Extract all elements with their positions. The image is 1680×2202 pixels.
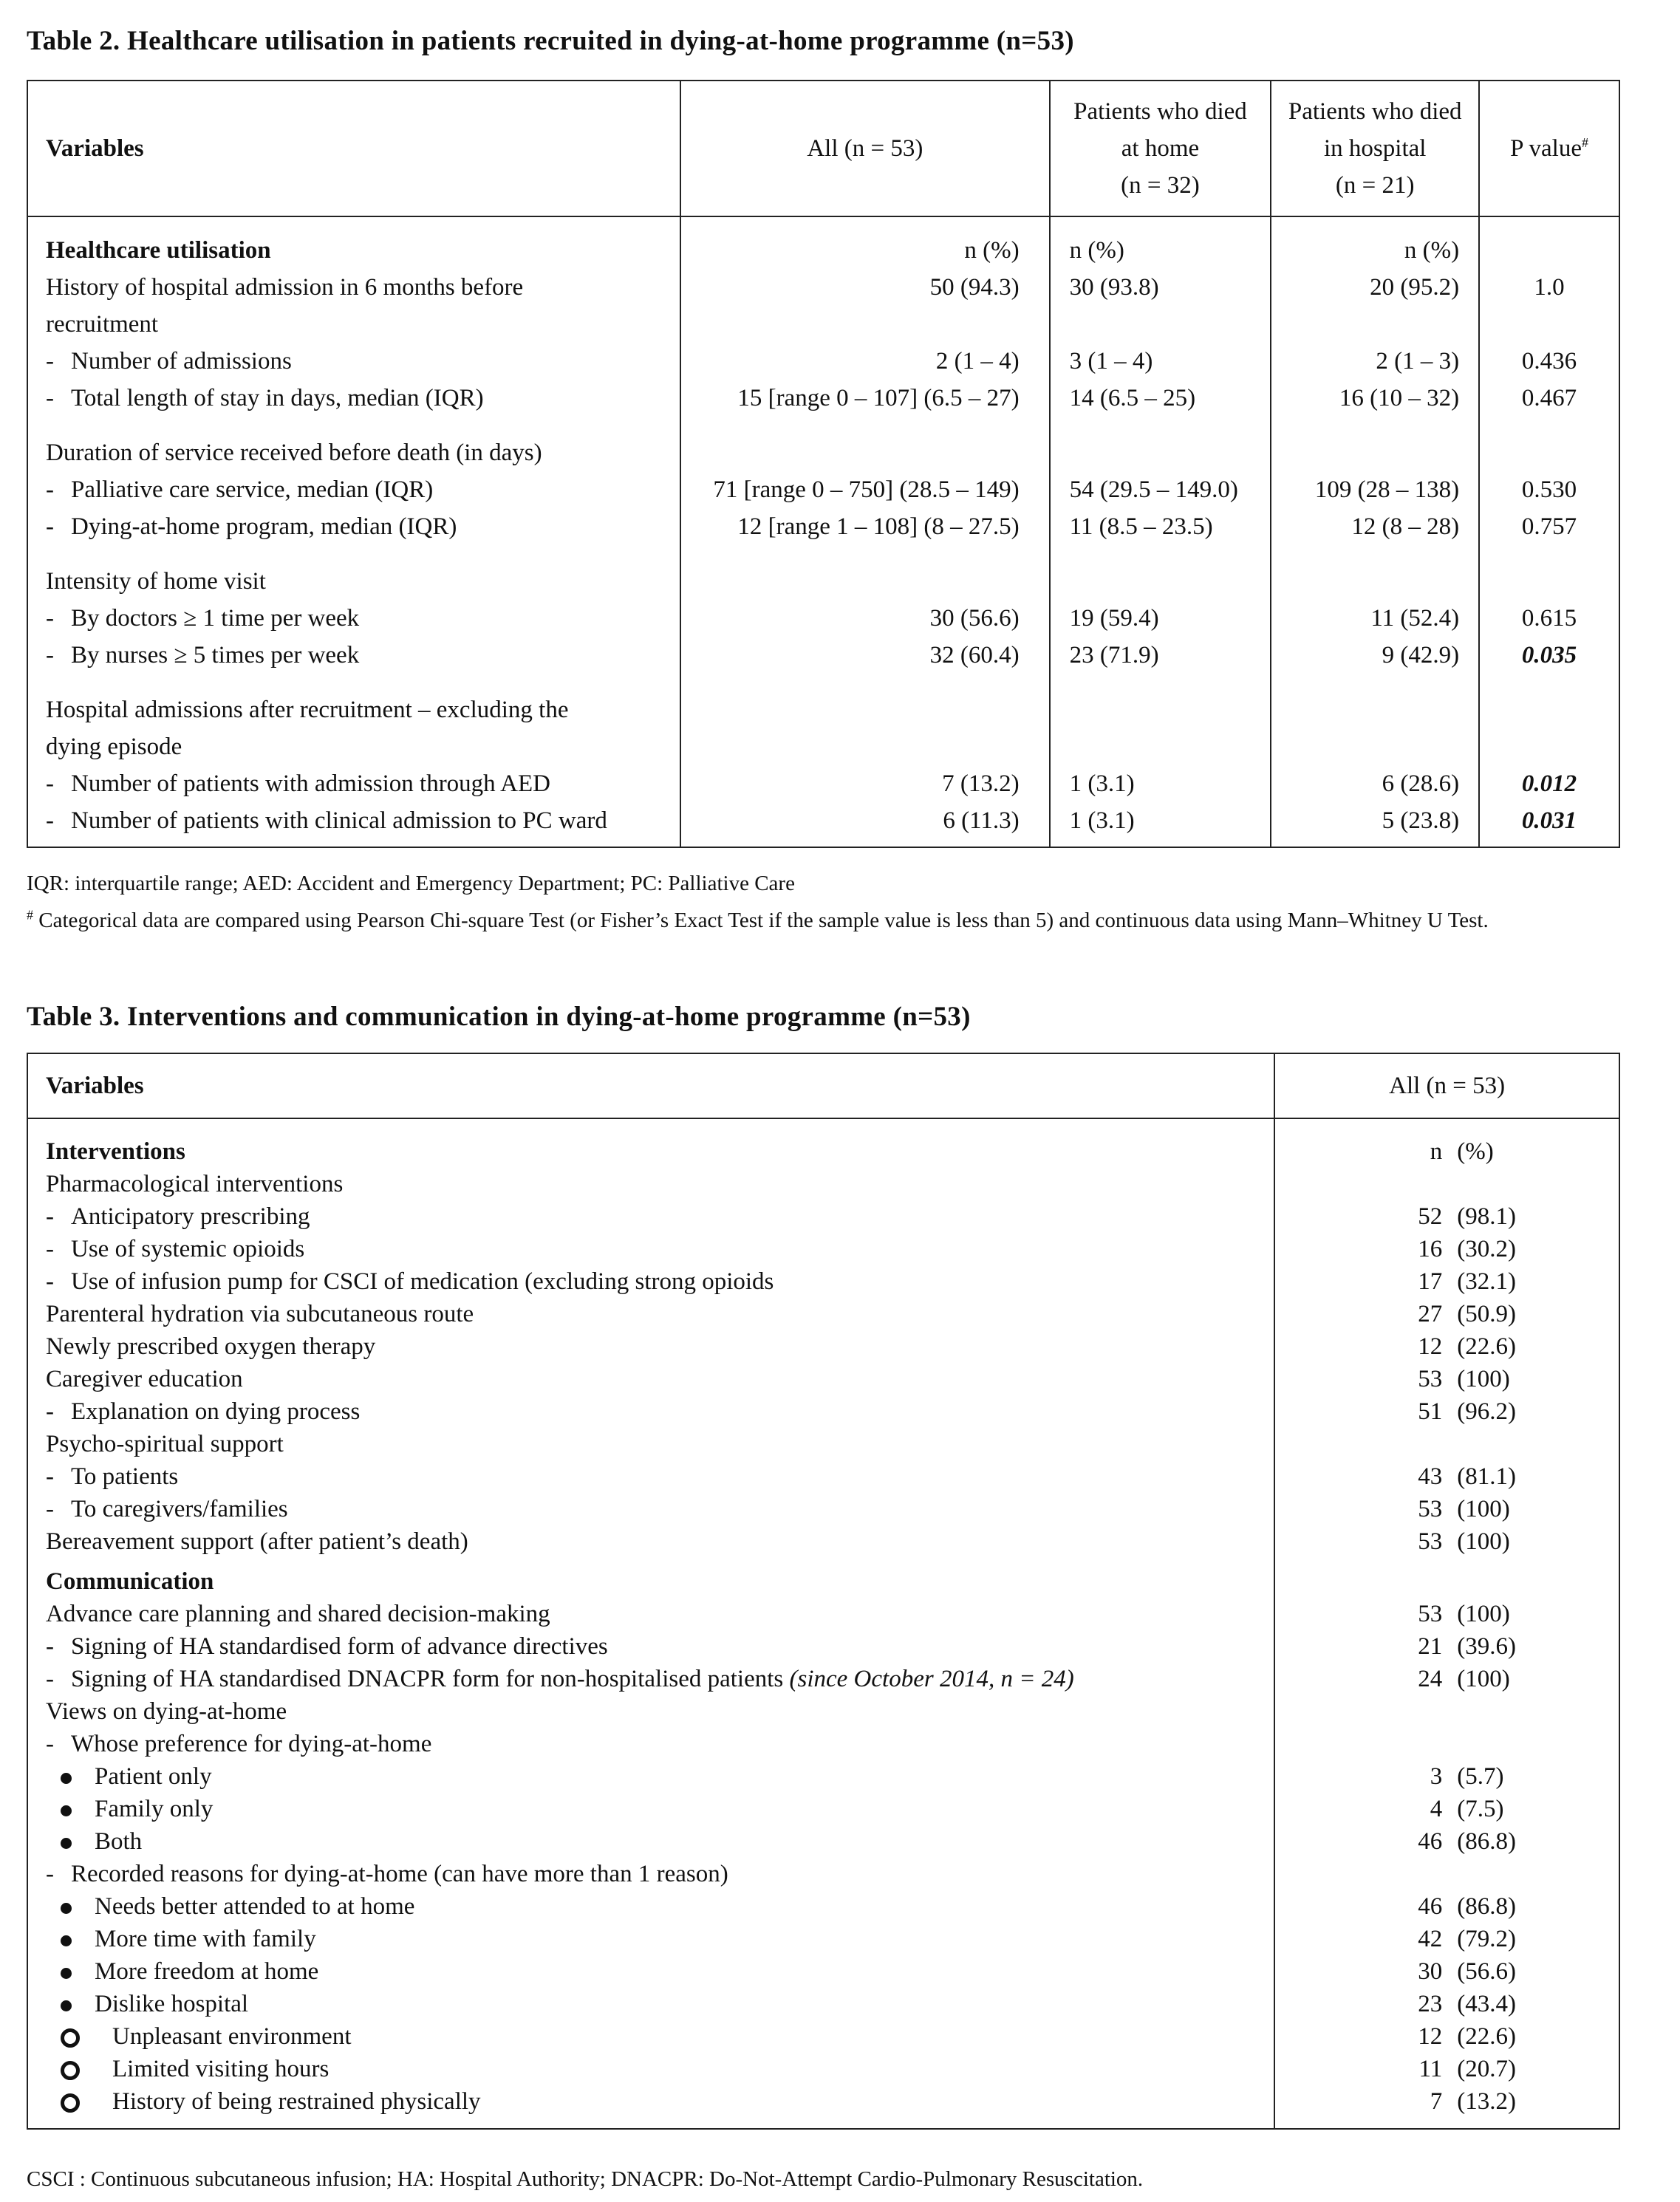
row-label: History of hospital admission in 6 months before: [27, 269, 680, 306]
cell-value: 53 (100): [1274, 1525, 1619, 1558]
cell-home: 1 (3.1): [1050, 765, 1271, 802]
table-row: [27, 1233, 1619, 1265]
row-label: Views on dying-at-home: [46, 1698, 287, 1725]
cell-all: 30 (56.6): [680, 600, 1050, 637]
table3-caption: Table 3. Interventions and communication in dying-at-home programme (n=53): [27, 1002, 971, 1032]
row-label: - Total length of stay in days, median (IQR): [27, 380, 680, 417]
table-row: [27, 1200, 1619, 1233]
header-hosp-line1: Patients who died: [1288, 98, 1462, 125]
table-row: [27, 728, 1619, 765]
cell-all: 6 (11.3): [680, 802, 1050, 847]
cell-p-significant: 0.012: [1479, 765, 1619, 802]
table2-statistics-note: [27, 905, 1622, 936]
table-row: [27, 1118, 1619, 1168]
cell-hosp: 109 (28 – 138): [1271, 471, 1479, 508]
cell-value: 21 (39.6): [1274, 1630, 1619, 1663]
table-row: [27, 1955, 1619, 1988]
row-label: - Signing of HA standardised DNACPR form for non-hospitalised patients (since October 2014, n = 24): [46, 1666, 1074, 1692]
cell-value: 46 (86.8): [1274, 1890, 1619, 1923]
table-row: [27, 802, 1619, 847]
row-label: Psycho-spiritual support: [46, 1431, 284, 1457]
table-row: [27, 471, 1619, 508]
cell-value: 53 (100): [1274, 1363, 1619, 1395]
header-home-line3: (n = 32): [1121, 172, 1200, 199]
header-all: All (n = 53): [680, 81, 1050, 216]
cell-home: 1 (3.1): [1050, 802, 1271, 847]
row-label: dying episode: [27, 728, 680, 765]
table-row: [27, 1525, 1619, 1558]
cell-home: n (%): [1050, 216, 1271, 269]
table2-header-row: [27, 81, 1619, 216]
table-row: [27, 1728, 1619, 1760]
row-label: Parenteral hydration via subcutaneous route: [46, 1301, 474, 1327]
cell-p: [1479, 216, 1619, 269]
cell-hosp: 12 (8 – 28): [1271, 508, 1479, 545]
row-label: - Use of infusion pump for CSCI of medication (excluding strong opioids: [46, 1268, 774, 1295]
row-label: - Number of admissions: [27, 343, 680, 380]
row-label: Needs better attended to at home: [27, 1890, 1274, 1923]
cell-home: 11 (8.5 – 23.5): [1050, 508, 1271, 545]
row-label: - Signing of HA standardised form of advance directives: [46, 1633, 608, 1660]
table-row: [27, 600, 1619, 637]
header-hosp-line2: in hospital: [1324, 135, 1427, 162]
bullet-icon: [61, 1773, 72, 1784]
bullet-icon: [61, 1838, 72, 1849]
header-pvalue: [1479, 81, 1619, 216]
row-label: - To patients: [46, 1463, 179, 1490]
table-row: [27, 269, 1619, 306]
cell-hosp: 20 (95.2): [1271, 269, 1479, 306]
table3: [27, 1053, 1620, 2130]
cell-hosp: 9 (42.9): [1271, 637, 1479, 674]
cell-value: 17 (32.1): [1274, 1265, 1619, 1298]
table-row: [27, 563, 1619, 600]
header-variables: Variables: [27, 81, 680, 216]
row-label: Both: [27, 1825, 1274, 1858]
cell-p: 0.615: [1479, 600, 1619, 637]
cell-value: 53 (100): [1274, 1598, 1619, 1630]
table-row: [27, 1760, 1619, 1793]
cell-all: 12 [range 1 – 108] (8 – 27.5): [680, 508, 1050, 545]
row-label: Dislike hospital: [27, 1988, 1274, 2020]
row-label: - Dying-at-home program, median (IQR): [27, 508, 680, 545]
table-row: [27, 765, 1619, 802]
row-label: recruitment: [27, 306, 680, 343]
table-row: [27, 508, 1619, 545]
table-row: [27, 1265, 1619, 1298]
row-label: - By nurses ≥ 5 times per week: [27, 637, 680, 674]
cell-all: 32 (60.4): [680, 637, 1050, 674]
cell-p: 0.530: [1479, 471, 1619, 508]
cell-home: 30 (93.8): [1050, 269, 1271, 306]
table-row: [27, 1663, 1619, 1695]
row-label: More freedom at home: [27, 1955, 1274, 1988]
row-label: Newly prescribed oxygen therapy: [46, 1333, 376, 1360]
section-label: Healthcare utilisation: [27, 216, 680, 269]
header-all: All (n = 53): [1274, 1053, 1619, 1118]
row-label: Pharmacological interventions: [46, 1171, 344, 1197]
cell-value: 27 (50.9): [1274, 1298, 1619, 1330]
table-row: [27, 2020, 1619, 2053]
table-row: [27, 1363, 1619, 1395]
cell-hosp: 5 (23.8): [1271, 802, 1479, 847]
cell-value: n (%): [1274, 1118, 1619, 1168]
table2: [27, 80, 1620, 848]
row-label: Intensity of home visit: [27, 563, 680, 600]
cell-p: 0.757: [1479, 508, 1619, 545]
cell-home: 14 (6.5 – 25): [1050, 380, 1271, 417]
table3-abbreviations-note: CSCI : Continuous subcutaneous infusion; HA: Hospital Authority; DNACPR: Do-Not-Attempt Cardio-Pulmonary Resuscitation.: [27, 2167, 1144, 2191]
row-label: Unpleasant environment: [27, 2020, 1274, 2053]
row-label: Patient only: [27, 1760, 1274, 1793]
row-label: - Use of systemic opioids: [46, 1236, 305, 1262]
cell-value: 11 (20.7): [1274, 2053, 1619, 2085]
table-row: [27, 380, 1619, 417]
cell-value: 7 (13.2): [1274, 2085, 1619, 2129]
row-label: Caregiver education: [46, 1366, 243, 1392]
table-row: [27, 1168, 1619, 1200]
table-row: [27, 1988, 1619, 2020]
cell-hosp: n (%): [1271, 216, 1479, 269]
cell-value: 46 (86.8): [1274, 1825, 1619, 1858]
table-row: [27, 1460, 1619, 1493]
bullet-icon: [61, 1805, 72, 1816]
row-label: Limited visiting hours: [27, 2053, 1274, 2085]
bullet-icon: [61, 2000, 72, 2011]
table-row: [27, 1923, 1619, 1955]
cell-p: 0.436: [1479, 343, 1619, 380]
table-row: [27, 216, 1619, 269]
cell-value: 51 (96.2): [1274, 1395, 1619, 1428]
cell-home: 19 (59.4): [1050, 600, 1271, 637]
cell-hosp: 16 (10 – 32): [1271, 380, 1479, 417]
bullet-icon: [61, 1903, 72, 1914]
table-row: [27, 1395, 1619, 1428]
table-row: [27, 1858, 1619, 1890]
cell-p-significant: 0.035: [1479, 637, 1619, 674]
row-label-italic: (since October 2014, n = 24): [789, 1666, 1074, 1692]
cell-value: 23 (43.4): [1274, 1988, 1619, 2020]
table-row: [27, 1298, 1619, 1330]
cell-all: 2 (1 – 4): [680, 343, 1050, 380]
table-row: [27, 1330, 1619, 1363]
cell-value: 42 (79.2): [1274, 1923, 1619, 1955]
cell-value: 16 (30.2): [1274, 1233, 1619, 1265]
row-label: - Palliative care service, median (IQR): [27, 471, 680, 508]
cell-value: 12 (22.6): [1274, 1330, 1619, 1363]
circle-bullet-icon: [61, 2028, 80, 2048]
table-row: [27, 2085, 1619, 2129]
note-text: Categorical data are compared using Pearson Chi-square Test (or Fisher’s Exact Test if the sample value is less than 5) and continuous data using Mann–Whitney U Test.: [38, 909, 1489, 932]
header-died-in-hospital: [1271, 81, 1479, 216]
header-variables: Variables: [27, 1053, 1274, 1118]
table3-header-row: [27, 1053, 1619, 1118]
cell-p: 0.467: [1479, 380, 1619, 417]
cell-value: 53 (100): [1274, 1493, 1619, 1525]
cell-all: 7 (13.2): [680, 765, 1050, 802]
cell-value: 43 (81.1): [1274, 1460, 1619, 1493]
header-died-at-home: [1050, 81, 1271, 216]
cell-all: 71 [range 0 – 750] (28.5 – 149): [680, 471, 1050, 508]
header-pvalue-text: P value: [1510, 135, 1582, 162]
row-label: Bereavement support (after patient’s death): [46, 1528, 468, 1555]
row-label: - Recorded reasons for dying-at-home (can have more than 1 reason): [46, 1861, 728, 1887]
table2-caption: Table 2. Healthcare utilisation in patients recruited in dying-at-home programme (n=53): [27, 26, 1074, 56]
row-label: History of being restrained physically: [27, 2085, 1274, 2129]
row-label: Duration of service received before death (in days): [27, 434, 680, 471]
row-label: Advance care planning and shared decision-making: [46, 1601, 550, 1627]
table-row: [27, 1793, 1619, 1825]
row-label: - Whose preference for dying-at-home: [46, 1731, 432, 1757]
circle-bullet-icon: [61, 2061, 80, 2080]
cell-all: n (%): [680, 216, 1050, 269]
table-row: [27, 434, 1619, 471]
table-row: [27, 691, 1619, 728]
header-pvalue-sup: #: [1581, 135, 1588, 150]
cell-value: 4 (7.5): [1274, 1793, 1619, 1825]
section-label: Communication: [46, 1568, 214, 1595]
table-row: [27, 1630, 1619, 1663]
table-row: [27, 1825, 1619, 1858]
circle-bullet-icon: [61, 2093, 80, 2113]
cell-all: 50 (94.3): [680, 269, 1050, 306]
cell-home: 3 (1 – 4): [1050, 343, 1271, 380]
note-sup: #: [27, 907, 33, 923]
row-label: - To caregivers/families: [46, 1496, 288, 1522]
table-row: [27, 1598, 1619, 1630]
row-label: - Number of patients with admission through AED: [27, 765, 680, 802]
cell-home: 23 (71.9): [1050, 637, 1271, 674]
cell-p: 1.0: [1479, 269, 1619, 306]
row-label: - By doctors ≥ 1 time per week: [27, 600, 680, 637]
cell-value: 3 (5.7): [1274, 1760, 1619, 1793]
header-home-line2: at home: [1121, 135, 1200, 162]
table-row: [27, 2053, 1619, 2085]
row-label: - Explanation on dying process: [46, 1398, 361, 1425]
bullet-icon: [61, 1968, 72, 1979]
header-hosp-line3: (n = 21): [1335, 172, 1415, 199]
row-label: More time with family: [27, 1923, 1274, 1955]
table-row: [27, 1695, 1619, 1728]
header-home-line1: Patients who died: [1073, 98, 1247, 125]
cell-all: 15 [range 0 – 107] (6.5 – 27): [680, 380, 1050, 417]
table-row: [27, 1890, 1619, 1923]
section-label: Interventions: [46, 1138, 185, 1165]
cell-value: 24 (100): [1274, 1663, 1619, 1695]
row-label: Family only: [27, 1793, 1274, 1825]
table-row: [27, 306, 1619, 343]
cell-hosp: 2 (1 – 3): [1271, 343, 1479, 380]
table-row: [27, 1493, 1619, 1525]
cell-p-significant: 0.031: [1479, 802, 1619, 847]
cell-home: 54 (29.5 – 149.0): [1050, 471, 1271, 508]
table2-abbreviations-note: IQR: interquartile range; AED: Accident and Emergency Department; PC: Palliative Care: [27, 872, 795, 895]
table-row: [27, 343, 1619, 380]
bullet-icon: [61, 1935, 72, 1946]
cell-value: 30 (56.6): [1274, 1955, 1619, 1988]
cell-hosp: 6 (28.6): [1271, 765, 1479, 802]
table-row: [27, 1428, 1619, 1460]
table-row: [27, 1558, 1619, 1598]
table-row: [27, 637, 1619, 674]
row-label: Hospital admissions after recruitment – excluding the: [27, 691, 680, 728]
cell-value: 52 (98.1): [1274, 1200, 1619, 1233]
row-label: - Anticipatory prescribing: [46, 1203, 310, 1230]
row-label: - Number of patients with clinical admission to PC ward: [27, 802, 680, 847]
cell-value: 12 (22.6): [1274, 2020, 1619, 2053]
cell-hosp: 11 (52.4): [1271, 600, 1479, 637]
